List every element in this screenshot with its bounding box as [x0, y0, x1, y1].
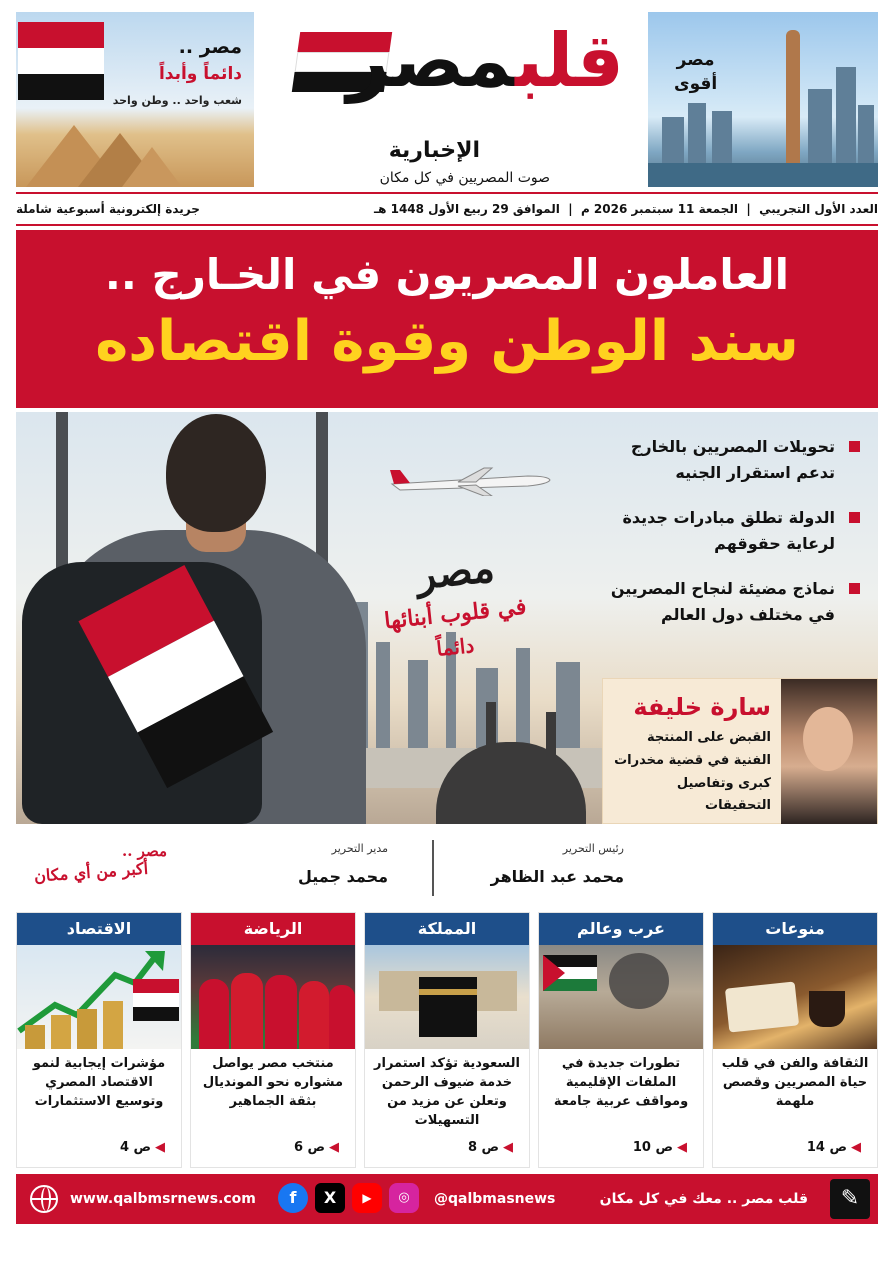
bottom-rule — [16, 224, 878, 226]
globe-icon — [30, 1185, 58, 1213]
section-summary: منتخب مصر يواصل مشواره نحو المونديال بثقة الجماهير — [202, 1056, 344, 1109]
calligraphy-line2: في قلوب أبنائها — [383, 593, 528, 635]
section-summary: السعودية تؤكد استمرار خدمة ضيوف الرحمن وتعلن عن مزيد من التسهيلات — [374, 1056, 520, 1128]
headline-bullets — [610, 434, 860, 648]
traveler-head — [166, 414, 266, 532]
bullet-square-icon — [849, 441, 860, 452]
headline-line1: العاملون المصريون في الخـارج .. — [104, 250, 790, 299]
page-ref[interactable]: ◀ص 14 — [806, 1140, 861, 1155]
social-handle[interactable]: @qalbmasnews — [434, 1191, 556, 1207]
kaaba-image — [365, 945, 529, 1049]
conflict-image — [539, 945, 703, 1049]
cairo-tower-icon — [786, 30, 800, 172]
masthead-logo[interactable] — [262, 10, 642, 190]
pyramids-photo-box — [16, 12, 254, 187]
page-ref[interactable]: ◀ص 6 — [293, 1140, 339, 1155]
website-link[interactable] — [30, 1174, 256, 1224]
section-title: منوعات — [713, 913, 877, 945]
bullet-item[interactable] — [610, 505, 860, 556]
section-summary: تطورات جديدة في الملفات الإقليمية ومواقف عربية جامعة — [553, 1056, 689, 1109]
section-cards — [16, 912, 878, 1168]
logo-subtitle: الإخبارية — [388, 138, 480, 163]
facebook-icon[interactable]: f — [278, 1183, 308, 1213]
left-box-line3: شعب واحد .. وطن واحد — [112, 94, 242, 107]
hero-calligraphy — [383, 544, 528, 661]
section-summary: الثقافة والفن في قلب حياة المصريين وقصص ملهمة — [721, 1056, 869, 1109]
right-box-text — [674, 50, 717, 94]
x-icon[interactable]: X — [315, 1183, 345, 1213]
section-card-world[interactable] — [538, 912, 704, 1168]
main-headline[interactable] — [16, 230, 878, 408]
story-name: سارة خليفة — [633, 693, 771, 721]
section-card-sports[interactable] — [190, 912, 356, 1168]
triangle-left-icon: ◀ — [677, 1140, 687, 1155]
logo-word-red: قلب — [515, 18, 624, 104]
bullet-text: تحويلات المصريين بالخارج تدعم استقرار الجنيه — [630, 437, 835, 482]
bullet-text: نماذج مضيئة لنجاح المصريين في مختلف دول العالم — [610, 579, 835, 624]
instagram-icon[interactable]: ◎ — [389, 1183, 419, 1213]
youtube-icon[interactable]: ▶ — [352, 1183, 382, 1213]
section-card-misc[interactable] — [712, 912, 878, 1168]
editor-in-chief — [491, 842, 624, 886]
editors-strip — [16, 832, 878, 906]
top-rule — [16, 192, 878, 194]
section-title: المملكة — [365, 913, 529, 945]
right-box-line1: مصر — [676, 50, 715, 70]
football-team-image — [191, 945, 355, 1049]
footer-tagline: قلب مصر .. معك في كل مكان — [599, 1191, 808, 1207]
page-ref[interactable]: ◀ص 4 — [119, 1140, 165, 1155]
triangle-left-icon: ◀ — [329, 1140, 339, 1155]
bullet-item[interactable] — [610, 576, 860, 627]
triangle-left-icon: ◀ — [503, 1140, 513, 1155]
website-url: www.qalbmsrnews.com — [70, 1191, 256, 1207]
left-box-line2: دائماً وأبداً — [158, 64, 242, 84]
growth-arrow-icon — [17, 945, 181, 1049]
section-title: عرب وعالم — [539, 913, 703, 945]
slogan-line2: أكبر من أي مكان — [33, 858, 149, 886]
chief-name: محمد عبد الظاهر — [490, 867, 624, 886]
page-ref[interactable]: ◀ص 8 — [467, 1140, 513, 1155]
issue-date-hijri: الموافق 29 ربيع الأول 1448 هـ — [373, 202, 560, 216]
right-box-line2: أقوى — [674, 74, 718, 94]
story-text — [607, 693, 771, 818]
airplane-icon — [388, 466, 552, 496]
page-ref[interactable]: ◀ص 10 — [632, 1140, 687, 1155]
manager-name: محمد جميل — [297, 867, 388, 886]
egypt-flag-icon — [18, 22, 104, 100]
calligraphy-line3: دائماً — [435, 633, 476, 661]
pen-icon: ✎ — [830, 1179, 870, 1219]
logo-wordmark — [346, 18, 624, 104]
cairo-tower-photo-box — [648, 12, 878, 187]
bullet-item[interactable] — [610, 434, 860, 485]
section-title: الاقتصاد — [17, 913, 181, 945]
triangle-left-icon: ◀ — [851, 1140, 861, 1155]
slogan-line1: مصر .. — [122, 842, 167, 860]
hero-photo — [16, 412, 606, 824]
left-box-line1: مصر .. — [178, 36, 242, 58]
story-portrait — [781, 679, 877, 824]
issue-date-gregorian: الجمعة 11 سبتمبر 2026 م — [580, 202, 738, 216]
hero-section — [16, 412, 878, 824]
logo-slogan: صوت المصريين في كل مكان — [379, 170, 550, 186]
managing-editor — [298, 842, 388, 886]
left-box-text — [113, 36, 242, 107]
issue-bar — [16, 196, 878, 222]
economy-growth-image — [17, 945, 181, 1049]
section-summary: مؤشرات إيجابية لنمو الاقتصاد المصري وتوسيع الاستثمارات — [32, 1056, 166, 1109]
editors-slogan — [33, 842, 167, 886]
section-title: الرياضة — [191, 913, 355, 945]
side-story[interactable] — [602, 678, 878, 824]
footer-bar — [16, 1174, 878, 1224]
issue-number: العدد الأول التجريبي — [759, 202, 878, 216]
social-icons — [278, 1183, 426, 1213]
books-coffee-image — [713, 945, 877, 1049]
issue-info: العدد الأول التجريبي | الجمعة 11 سبتمبر 2026 م | الموافق 29 ربيع الأول 1448 هـ — [373, 202, 878, 216]
manager-role: مدير التحرير — [331, 842, 388, 855]
bullet-square-icon — [849, 512, 860, 523]
bullet-square-icon — [849, 583, 860, 594]
section-card-kingdom[interactable] — [364, 912, 530, 1168]
triangle-left-icon: ◀ — [155, 1140, 165, 1155]
section-card-economy[interactable] — [16, 912, 182, 1168]
logo-word-black: مصر — [346, 18, 516, 104]
editors-divider — [432, 840, 434, 896]
story-body: القبض على المنتجة الفنية في قضية مخدرات كبرى وتفاصيل التحقيقات — [614, 730, 771, 814]
paper-tagline: جريدة إلكترونية أسبوعية شاملة — [16, 202, 200, 216]
bullet-text: الدولة تطلق مبادرات جديدة لرعاية حقوقهم — [622, 508, 835, 553]
calligraphy-line1: مصر — [413, 544, 497, 599]
chief-role: رئيس التحرير — [562, 842, 624, 855]
headline-line2: سند الوطن وقوة اقتصاده — [95, 309, 799, 375]
